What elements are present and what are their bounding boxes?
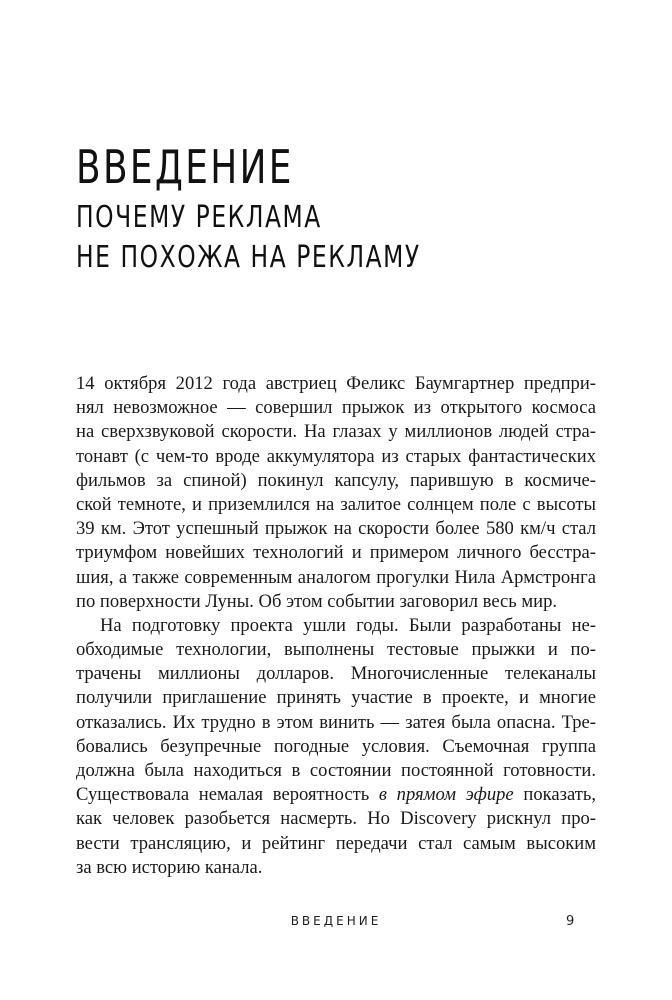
text-line: по поверхности Луны. Об этом событии заговорил весь мир. — [76, 590, 558, 612]
text-line: как человек разобьется насмерть. Но Discovery рискнул про- — [76, 808, 596, 830]
running-head: ВВЕДЕНИЕ — [290, 914, 382, 928]
text-line: На подготовку проекта ушли годы. Были разработаны не- — [100, 614, 596, 636]
text-line: трачены миллионы долларов. Многочисленные телеканалы — [76, 663, 596, 685]
text-line: обходимые технологии, выполнены тестовые прыжки и по- — [76, 639, 596, 661]
text-segment: показать, — [513, 784, 596, 806]
text-line: вести трансляцию, и рейтинг передачи стал самым высоким — [76, 832, 596, 854]
text-line: получили приглашение принять участие в проекте, и многие — [76, 687, 596, 709]
text-line-with-italic — [76, 783, 596, 807]
text-line: 39 км. Этот успешный прыжок на скорости более 580 км/ч стал — [76, 518, 596, 540]
text-line: должна была находиться в состоянии постоянной готовности. — [76, 760, 596, 781]
text-segment: Существовала немалая вероятность — [76, 784, 379, 806]
text-line: фильмов за спиной) покинул капсулу, парившую в космиче- — [76, 469, 596, 491]
text-line: триумфом новейших технологий и примером личного бесстра- — [76, 542, 596, 564]
text-line: за всю историю канала. — [76, 856, 263, 878]
chapter-heading — [76, 140, 616, 278]
text-line: отказались. Их трудно в этом винить — затея была опасна. Тре- — [76, 711, 596, 733]
page-footer — [0, 914, 672, 934]
text-line: на сверхзвуковой скорости. На глазах у миллионов людей стра- — [76, 421, 596, 443]
text-line: бовались безупречные погодные условия. Съемочная группа — [76, 735, 596, 757]
body-text — [76, 372, 596, 880]
text-line: ской темноте, и приземлился на залитое солнцем поле с высоты — [76, 493, 596, 515]
italic-phrase: в прямом эфире — [378, 784, 514, 806]
chapter-subtitle-line-2: НЕ ПОХОЖА НА РЕКЛАМУ — [76, 240, 421, 275]
page-number: 9 — [566, 914, 575, 929]
chapter-subtitle-line-1: ПОЧЕМУ РЕКЛАМА — [76, 200, 322, 235]
text-line: тонавт (с чем-то вроде аккумулятора из старых фантастических — [76, 445, 596, 467]
text-line: шия, а также современным аналогом прогулки Нила Армстронга — [76, 566, 596, 588]
chapter-title: ВВЕДЕНИЕ — [76, 140, 294, 194]
paragraph-2 — [76, 614, 596, 880]
text-line: 14 октября 2012 года австриец Феликс Баумгартнер предпри- — [76, 373, 596, 394]
paragraph-1 — [76, 372, 596, 614]
text-line: нял невозможное — совершил прыжок из открытого космоса — [76, 397, 596, 419]
